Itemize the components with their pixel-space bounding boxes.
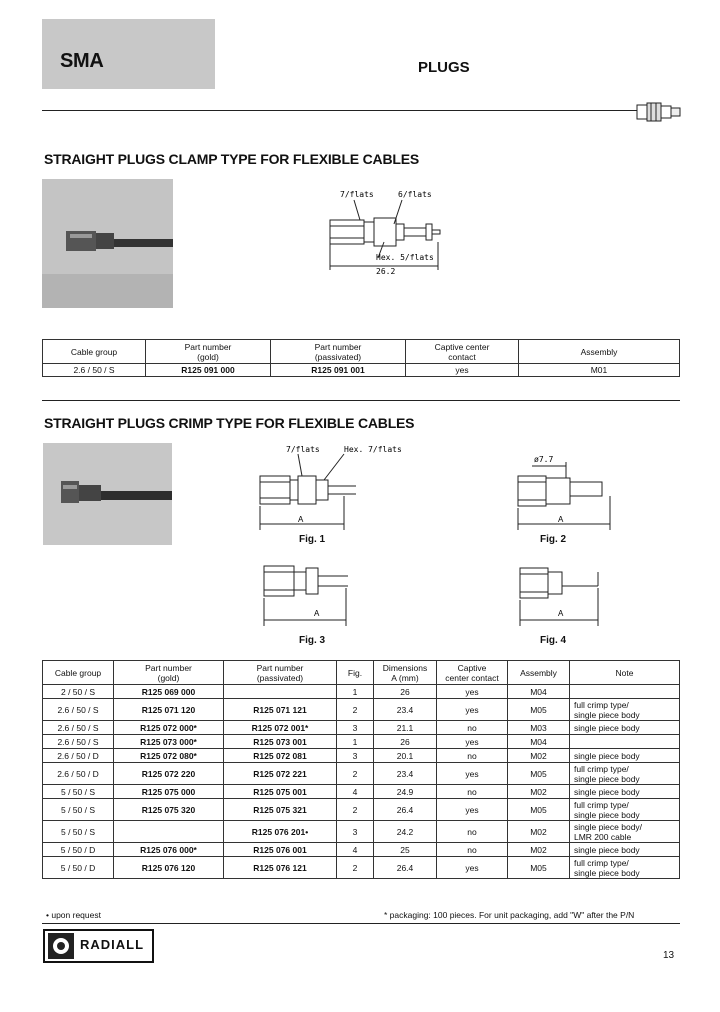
fig4-dim: A [558, 609, 564, 618]
fig3-caption: Fig. 3 [299, 635, 326, 646]
section2-title: STRAIGHT PLUGS CRIMP TYPE FOR FLEXIBLE CABLES [44, 415, 415, 431]
radiall-logo-mark [46, 931, 76, 961]
label-7flats: 7/flats [340, 190, 374, 199]
section1-title: STRAIGHT PLUGS CLAMP TYPE FOR FLEXIBLE CABLES [44, 151, 419, 167]
fig3-drawing [256, 560, 366, 628]
table-row: 5 / 50 / S R125 076 201• 3 24.2 no M02 single piece body/ LMR 200 cable [43, 821, 680, 843]
clamp-plug-drawing [318, 186, 448, 276]
fig2-drawing [500, 448, 630, 530]
fig1-dim: A [298, 515, 304, 524]
table-row: 2.6 / 50 / S R125 072 000* R125 072 001* 3 21.1 no M03 single piece body [43, 721, 680, 735]
clamp-plug-photo [42, 179, 173, 308]
fig2-dim: A [558, 515, 564, 524]
table-row: 2.6 / 50 / D R125 072 220 R125 072 221 2 23.4 yes M05 full crimp type/ single piece body [43, 763, 680, 785]
table-row: 2 / 50 / S R125 069 000 1 26 yes M04 [43, 685, 680, 699]
section-rule [42, 400, 680, 401]
category-title: PLUGS [418, 59, 470, 76]
table-row: 2.6 / 50 / D R125 072 080* R125 072 081 3 20.1 no M02 single piece body [43, 749, 680, 763]
dim-label: 26.2 [376, 267, 396, 276]
connector-icon [636, 100, 682, 124]
table-row: 2.6 / 50 / S R125 091 000 R125 091 001 yes M01 [43, 364, 680, 377]
fig3-dim: A [314, 609, 320, 618]
label-hex: Hex. 5/flats [376, 253, 434, 262]
table-row: 5 / 50 / D R125 076 000* R125 076 001 4 25 no M02 single piece body [43, 843, 680, 857]
header-rule [42, 110, 638, 111]
brand-name: RADIALL [80, 937, 145, 952]
clamp-table [42, 339, 680, 377]
fig2-caption: Fig. 2 [540, 534, 567, 545]
table-row: 5 / 50 / S R125 075 000 R125 075 001 4 24.9 no M02 single piece body [43, 785, 680, 799]
fig1-label-hex: Hex. 7/flats [344, 445, 402, 454]
fig4-caption: Fig. 4 [540, 635, 567, 646]
fig1-drawing [252, 440, 422, 530]
crimp-table [42, 660, 680, 879]
clamp-table-header: Cable group Part number (gold) Part number (passivated) Captive center contact Assembly [43, 340, 680, 364]
footnote-packaging: * packaging: 100 pieces. For unit packaging, add "W" after the P/N [384, 910, 635, 920]
footer-rule [42, 923, 680, 924]
label-6flats: 6/flats [398, 190, 432, 199]
table-row: 5 / 50 / S R125 075 320 R125 075 321 2 26.4 yes M05 full crimp type/ single piece body [43, 799, 680, 821]
series-title: SMA [60, 50, 104, 72]
table-row: 2.6 / 50 / S R125 073 000* R125 073 001 1 26 yes M04 [43, 735, 680, 749]
fig4-drawing [510, 562, 620, 628]
fig1-label-7flats: 7/flats [286, 445, 320, 454]
table-row: 2.6 / 50 / S R125 071 120 R125 071 121 2 23.4 yes M05 full crimp type/ single piece body [43, 699, 680, 721]
fig2-label-dia: ø7.7 [534, 455, 554, 464]
crimp-plug-photo [43, 443, 172, 545]
footnote-upon-request: • upon request [46, 910, 101, 920]
table-row: 5 / 50 / D R125 076 120 R125 076 121 2 26.4 yes M05 full crimp type/ single piece body [43, 857, 680, 879]
page-number: 13 [663, 950, 675, 961]
crimp-table-header: Cable group Part number (gold) Part number (passivated) Fig. Dimensions A (mm) Captive center contact Assembly Note [43, 661, 680, 685]
fig1-caption: Fig. 1 [299, 534, 326, 545]
